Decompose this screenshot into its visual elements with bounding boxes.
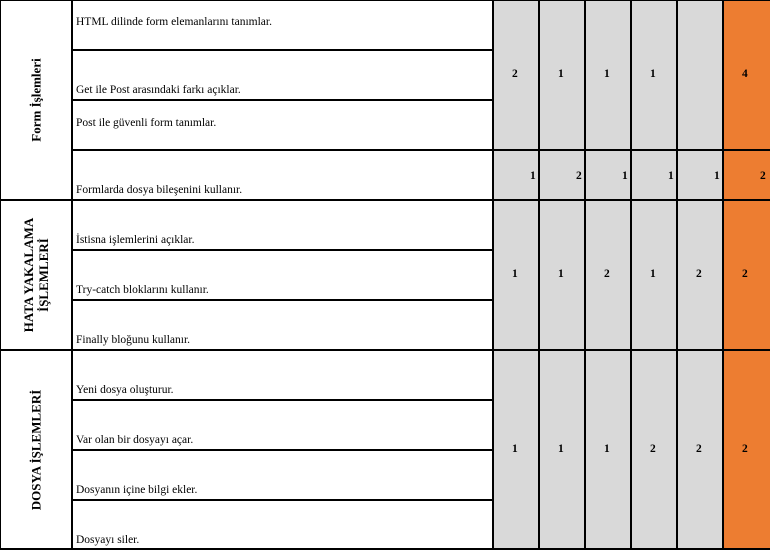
- grid-line: [676, 0, 678, 550]
- outcome-row: [74, 300, 493, 350]
- outcome-row: [74, 450, 493, 500]
- outcome-text: Finally bloğunu kullanır.: [76, 334, 191, 346]
- score-cell: 2: [576, 170, 582, 182]
- outcome-text: Try-catch bloklarını kullanır.: [76, 284, 209, 296]
- section-label: HATA YAKALAMA İŞLEMLERİ: [21, 217, 51, 333]
- outcome-row: [74, 150, 493, 200]
- grid-line: [72, 49, 494, 51]
- total-cell: 4: [742, 68, 748, 80]
- score-cell: 1: [558, 68, 564, 80]
- section-label: Form İşlemleri: [28, 58, 44, 142]
- grid-line: [72, 149, 770, 151]
- grid-line: [0, 0, 770, 1]
- score-cell: 1: [604, 443, 610, 455]
- outcome-text: Formlarda dosya bileşenini kullanır.: [76, 184, 243, 196]
- score-cell: 2: [512, 68, 518, 80]
- score-cell: 1: [650, 268, 656, 280]
- score-cell: 1: [622, 170, 628, 182]
- score-cell: 2: [696, 443, 702, 455]
- outcome-text: Yeni dosya oluşturur.: [76, 384, 174, 396]
- grid-line: [72, 99, 494, 101]
- score-cell: 2: [696, 268, 702, 280]
- outcome-row: [74, 0, 493, 50]
- outcome-text: Var olan bir dosyayı açar.: [76, 434, 194, 446]
- grid-line: [72, 399, 494, 401]
- grid-line: [492, 0, 494, 550]
- section-label-cell: [0, 350, 72, 550]
- grid-line: [584, 0, 586, 550]
- grid-line: [630, 0, 632, 550]
- score-cell: 1: [558, 443, 564, 455]
- score-cell: 1: [530, 170, 536, 182]
- grid-line: [71, 0, 73, 550]
- outcome-row: [74, 400, 493, 450]
- outcome-text: HTML dilinde form elemanlarını tanımlar.: [76, 16, 272, 28]
- score-cell: 1: [650, 68, 656, 80]
- grid-line: [538, 0, 540, 550]
- outcome-text: Dosyanın içine bilgi ekler.: [76, 484, 198, 496]
- grid-line: [72, 299, 494, 301]
- grid-line: [72, 449, 494, 451]
- section-label-cell: [0, 0, 72, 200]
- grid-line: [722, 0, 724, 550]
- grid-line: [0, 199, 770, 201]
- outcome-row: [74, 100, 493, 150]
- score-cell: 2: [604, 268, 610, 280]
- total-cell: 2: [742, 443, 748, 455]
- grid-line: [72, 249, 494, 251]
- section-label: DOSYA İŞLEMLERİ: [28, 389, 44, 511]
- outcome-text: Post ile güvenli form tanımlar.: [76, 117, 217, 129]
- score-cell: 1: [604, 68, 610, 80]
- score-cell: 1: [558, 268, 564, 280]
- grid-line: [0, 349, 770, 351]
- outcome-row: [74, 350, 493, 400]
- grid-line: [72, 499, 494, 501]
- outcome-text: İstisna işlemlerini açıklar.: [76, 234, 195, 246]
- total-cell: 2: [760, 170, 766, 182]
- score-cell: 1: [714, 170, 720, 182]
- outcome-row: [74, 50, 493, 100]
- score-cell: 1: [512, 268, 518, 280]
- score-cell: 2: [650, 443, 656, 455]
- outcome-text: Get ile Post arasındaki farkı açıklar.: [76, 84, 241, 96]
- grid-line: [0, 0, 1, 550]
- outcome-text: Dosyayı siler.: [76, 534, 140, 546]
- score-cell: 1: [668, 170, 674, 182]
- section-label-cell: [0, 200, 72, 350]
- outcome-row: [74, 200, 493, 250]
- outcome-row: [74, 500, 493, 550]
- outcome-row: [74, 250, 493, 300]
- score-cell: 1: [512, 443, 518, 455]
- total-cell: 2: [742, 268, 748, 280]
